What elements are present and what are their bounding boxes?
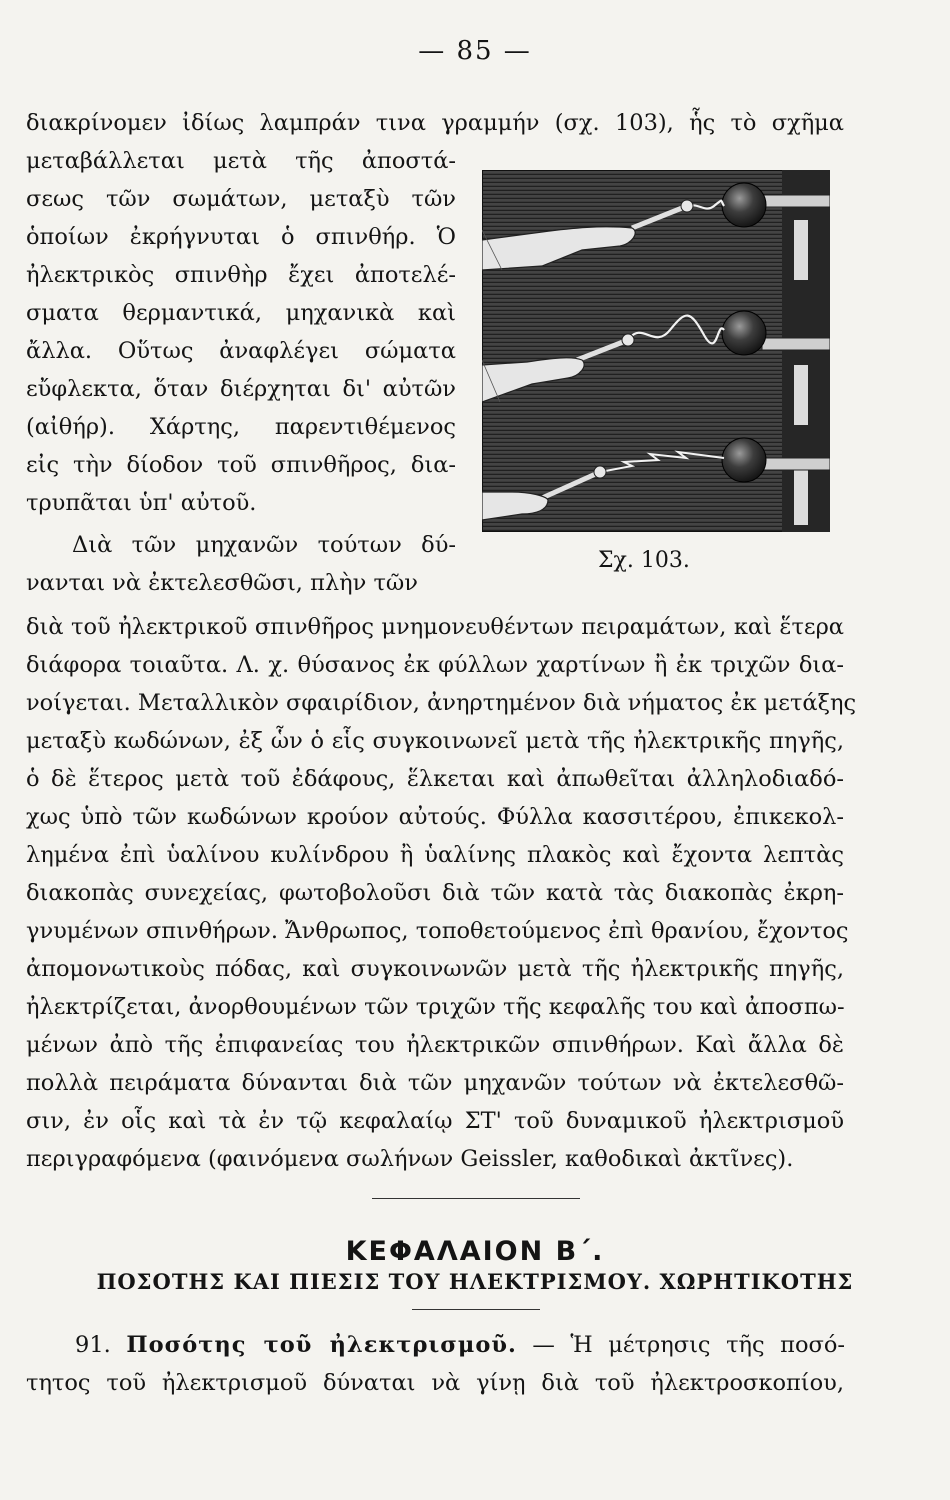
text-line: εὔφλεκτα, ὅταν διέρχηται δι' αὐτῶν (26, 376, 456, 402)
text-line: τητος τοῦ ἠλεκτρισμοῦ δύναται νὰ γίνῃ διὰ τοῦ ἠλεκτροσκοπίου, (26, 1370, 844, 1396)
text-line: σεως τῶν σωμάτων, μεταξὺ τῶν (26, 186, 456, 212)
text-line: νανται νὰ ἐκτελεσθῶσι, πλὴν τῶν (26, 570, 418, 596)
text-line: ἄλλα. Οὕτως ἀναφλέγει σώματα (26, 338, 456, 364)
text-line: διάφορα τοιαῦτα. Λ. χ. θύσανος ἐκ φύλλων χαρτίνων ἢ ἐκ τριχῶν δια- (26, 652, 844, 678)
text-line: μένων ἀπὸ τῆς ἐπιφανείας του ἠλεκτρικῶν σπινθήρων. Καὶ ἄλλα δὲ (26, 1032, 844, 1058)
text-line: διακρίνομεν ἰδίως λαμπράν τινα γραμμήν (σχ. 103), ἧς τὸ σχῆμα (26, 110, 844, 136)
section-heading: Ποσότης τοῦ ἠλεκτρισμοῦ. (126, 1332, 517, 1358)
text-line: διὰ τοῦ ἠλεκτρικοῦ σπινθῆρος μνημονευθέντων πειραμάτων, καὶ ἕτερα (26, 614, 844, 640)
text-line: τρυπᾶται ὑπ' αὐτοῦ. (26, 490, 257, 516)
section-number: 91. (75, 1332, 111, 1358)
page-number: — 85 — (418, 36, 532, 66)
text-line: ἠλεκτρίζεται, ἀνορθουμένων τῶν τριχῶν τῆς κεφαλῆς του καὶ ἀποσπω- (26, 994, 845, 1020)
text-line: (αἰθήρ). Χάρτης, παρεντιθέμενος (26, 414, 456, 440)
text-line: μεταβάλλεται μετὰ τῆς ἀποστά- (26, 148, 456, 174)
text-line: ὁποίων ἐκρήγνυται ὁ σπινθήρ. Ὁ (26, 224, 456, 250)
chapter-divider (412, 1309, 540, 1310)
chapter-subtitle: ΠΟΣΟΤΗΣ ΚΑΙ ΠΙΕΣΙΣ ΤΟΥ ΗΛΕΚΤΡΙΣΜΟΥ. ΧΩΡΗΤΙΚΟΤΗΣ (96, 1269, 854, 1294)
section-divider (372, 1198, 580, 1199)
text-line: μεταξὺ κωδώνων, ἐξ ὧν ὁ εἷς συγκοινωνεῖ μετὰ τῆς ἠλεκτρικῆς πηγῆς, (26, 728, 844, 754)
text-line: διακοπὰς συνεχείας, φωτοβολοῦσι διὰ τῶν κατὰ τὰς διακοπὰς ἐκρη- (26, 880, 844, 906)
text-line: γνυμένων σπινθήρων. Ἄνθρωπος, τοποθετούμενος ἐπὶ θρανίου, ἔχοντος (26, 918, 849, 944)
text-line: λημένα ἐπὶ ὑαλίνου κυλίνδρου ἢ ὑαλίνης πλακὸς καὶ ἔχοντα λεπτὰς (26, 842, 844, 868)
text-line: Διὰ τῶν μηχανῶν τούτων δύ- (72, 532, 456, 558)
figure-103-illustration (482, 170, 830, 532)
text-line: ὁ δὲ ἕτερος μετὰ τοῦ ἐδάφους, ἕλκεται καὶ ἀπωθεῖται ἀλληλοδιαδό- (26, 766, 844, 792)
figure-caption: Σχ. 103. (598, 548, 690, 573)
chapter-title: ΚΕΦΑΛΑΙΟΝ Β΄. (345, 1236, 605, 1267)
section-first-line (75, 1330, 845, 1360)
text-line: σιν, ἐν οἷς καὶ τὰ ἐν τῷ κεφαλαίῳ ΣΤ' τοῦ δυναμικοῦ ἠλεκτρισμοῦ (26, 1108, 844, 1134)
text-line: χως ὑπὸ τῶν κωδώνων κρούον αὐτούς. Φύλλα κασσιτέρου, ἐπικεκολ- (26, 804, 844, 830)
text-line: πολλὰ πειράματα δύνανται διὰ τῶν μηχανῶν τούτων νὰ ἐκτελεσθῶ- (26, 1070, 844, 1096)
text-line: ἀπομονωτικοὺς πόδας, καὶ συγκοινωνῶν μετὰ τῆς ἠλεκτρικῆς πηγῆς, (26, 956, 844, 982)
text-line: εἰς τὴν δίοδον τοῦ σπινθῆρος, δια- (26, 452, 456, 478)
section-text: — Ἡ μέτρησις τῆς ποσό- (532, 1332, 845, 1358)
text-line: ἠλεκτρικὸς σπινθὴρ ἔχει ἀποτελέ- (26, 262, 456, 288)
text-line: νοίγεται. Μεταλλικὸν σφαιρίδιον, ἀνηρτημένον διὰ νήματος ἐκ μετάξης (26, 690, 857, 716)
text-line: σματα θερμαντικά, μηχανικὰ καὶ (26, 300, 456, 326)
text-line: περιγραφόμενα (φαινόμενα σωλήνων Geissler, καθοδικαὶ ἀκτῖνες). (26, 1146, 794, 1172)
